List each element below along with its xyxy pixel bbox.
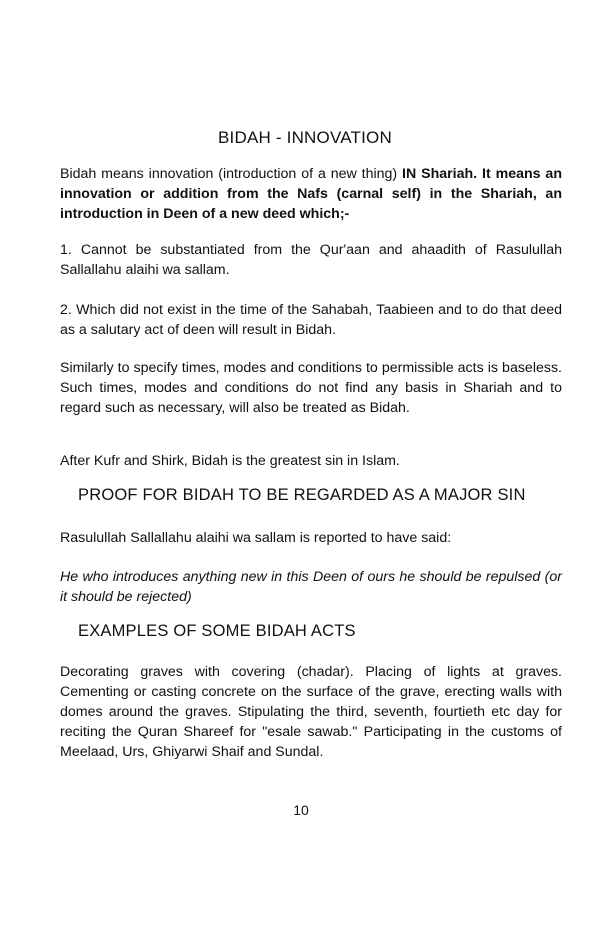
similarly-paragraph: Similarly to specify times, modes and conditions to permissible acts is baseless. Such times, modes and conditions do not find any basis in Shariah and to regard such as necessary, will also be treated as Bidah.: [60, 360, 562, 416]
page-title: BIDAH - INNOVATION: [218, 128, 392, 147]
intro-bold-text: IN Shariah. It means an innovation or addition from the Nafs (carnal self) in the Shariah, an introduction in Deen of a new deed which;-: [60, 166, 562, 222]
page-number: 10: [293, 802, 309, 818]
examples-heading: EXAMPLES OF SOME BIDAH ACTS: [78, 622, 356, 640]
point-1-paragraph: 1. Cannot be substantiated from the Qur'aan and ahaadith of Rasulullah Sallallahu alaihi wa sallam.: [60, 242, 562, 278]
point-2-paragraph: 2. Which did not exist in the time of the Sahabah, Taabieen and to do that deed as a salutary act of deen will result in Bidah.: [60, 302, 562, 338]
examples-paragraph: Decorating graves with covering (chadar). Placing of lights at graves. Cementing or casting concrete on the surface of the grave, erecting walls with domes around the graves. Stipulating the third, seventh, fourtieth etc day for reciting the Quran Shareef for "esale sawab." Participating in the customs of Meelaad, Urs, Ghiyarwi Shaif and Sundal.: [60, 664, 562, 760]
hadith-quote: He who introduces anything new in this Deen of ours he should be repulsed (or it should be rejected): [60, 569, 562, 605]
document-page: [60, 0, 562, 936]
intro-paragraph: [60, 164, 562, 224]
after-kufr-paragraph: After Kufr and Shirk, Bidah is the greatest sin in Islam.: [60, 453, 400, 469]
proof-heading: PROOF FOR BIDAH TO BE REGARDED AS A MAJOR SIN: [78, 486, 526, 504]
intro-plain-text: Bidah means innovation (introduction of a new thing): [60, 166, 403, 182]
reported-paragraph: Rasulullah Sallallahu alaihi wa sallam is reported to have said:: [60, 530, 452, 546]
